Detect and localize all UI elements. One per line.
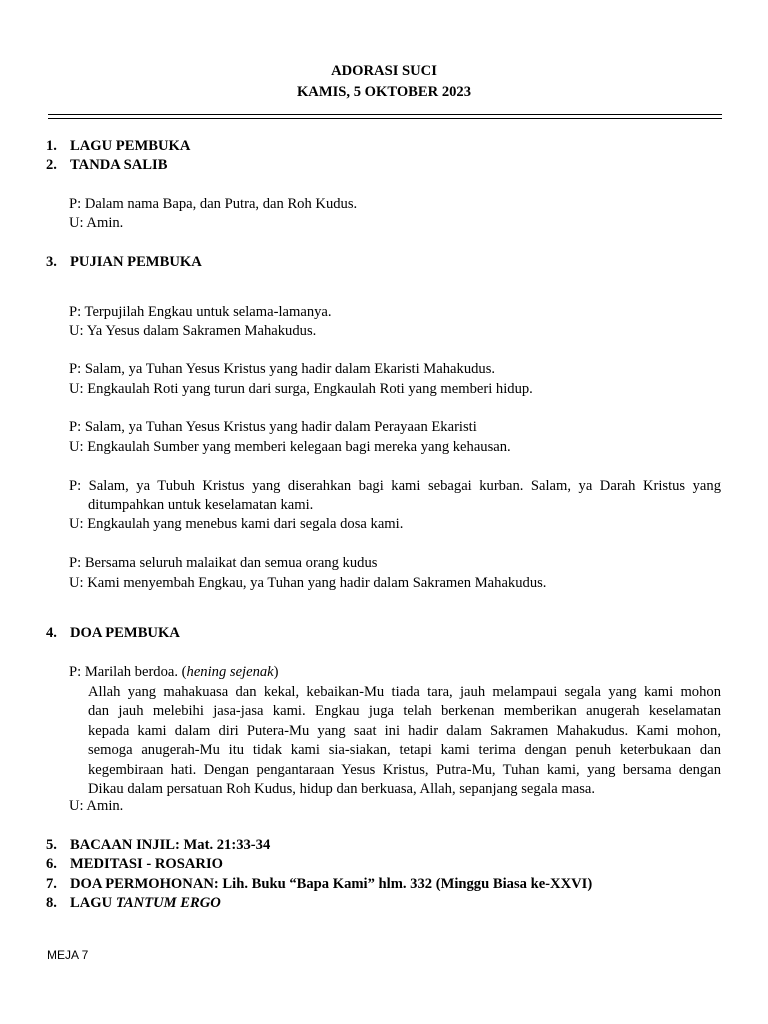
section-title: MEDITASI - ROSARIO <box>70 856 223 872</box>
response-line: U: Engkaulah Roti yang turun dari surga, Engkaulah Roti yang memberi hidup. <box>69 381 533 397</box>
section-heading-lagu-tantum-ergo <box>46 894 221 913</box>
response-line: U: Amin. <box>69 215 124 231</box>
section-heading-doa-permohonan <box>46 875 592 894</box>
leader-line <box>69 663 279 682</box>
table-label: MEJA 7 <box>47 948 89 962</box>
section-number: 8. <box>46 895 57 911</box>
rubric-italic: hening sejenak <box>186 664 274 680</box>
response-line: U: Ya Yesus dalam Sakramen Mahakudus. <box>69 323 317 339</box>
leader-line <box>69 477 721 496</box>
section-number: 5. <box>46 837 57 853</box>
leader-line: P: Salam, ya Tuhan Yesus Kristus yang hadir dalam Perayaan Ekaristi <box>69 419 477 435</box>
section-title: TANDA SALIB <box>70 157 168 173</box>
prayer-line: semoga anugerah-Mu itu tidak kami sia-siakan, tetapi kami terima dengan penuh keterbukaan dan <box>88 742 721 759</box>
section-number: 6. <box>46 856 57 872</box>
section-heading-meditasi <box>46 855 223 874</box>
section-heading-bacaan-injil <box>46 836 270 855</box>
leader-line-part: P: Salam, ya Tubuh Kristus yang diserahkan bagi kami sebagai kurban. Salam, ya Darah Kristus yang <box>69 478 721 494</box>
document-date: KAMIS, 5 OKTOBER 2023 <box>296 83 472 100</box>
prayer-paragraph <box>88 683 721 799</box>
section-number: 3. <box>46 254 57 270</box>
section-number: 2. <box>46 157 57 173</box>
response-line: U: Amin. <box>69 798 124 814</box>
prayer-line: Allah yang mahakuasa dan kekal, kebaikan-Mu tiada tara, jauh melampaui segala yang kami mohon <box>88 684 721 700</box>
leader-line-continuation: ditumpahkan untuk keselamatan kami. <box>88 497 314 513</box>
prayer-line: kegembiraan hati. Dengan pengantaraan Yesus Kristus, Putra-Mu, Tuhan kami, yang bersama dengan <box>88 761 721 778</box>
header-divider-bottom <box>48 118 722 119</box>
prayer-line: kepada kami dalam diri Putera-Mu yang saat ini hadir dalam Sakramen Mahakudus. Kami mohon, <box>88 722 721 739</box>
section-title: DOA PERMOHONAN: Lih. Buku “Bapa Kami” hlm. 332 (Minggu Biasa ke-XXVI) <box>70 876 593 892</box>
section-title: LAGU PEMBUKA <box>70 138 191 154</box>
leader-line-close: ) <box>273 664 279 680</box>
document-title: ADORASI SUCI <box>331 63 437 79</box>
leader-line: P: Bersama seluruh malaikat dan semua orang kudus <box>69 555 378 571</box>
section-number: 1. <box>46 138 57 154</box>
section-heading-pujian-pembuka <box>46 253 202 272</box>
response-line: U: Engkaulah Sumber yang memberi kelegaan bagi mereka yang kehausan. <box>69 439 511 455</box>
section-title: PUJIAN PEMBUKA <box>70 254 202 270</box>
section-title-italic: TANTUM ERGO <box>115 895 221 911</box>
section-title: LAGU <box>70 895 116 911</box>
leader-line: P: Dalam nama Bapa, dan Putra, dan Roh Kudus. <box>69 196 358 212</box>
document-header <box>0 61 768 102</box>
leader-line-intro: P: Marilah berdoa. ( <box>69 664 187 680</box>
response-line: U: Kami menyembah Engkau, ya Tuhan yang hadir dalam Sakramen Mahakudus. <box>69 575 547 591</box>
prayer-line: Dikau dalam persatuan Roh Kudus, hidup dan berkuasa, Allah, sepanjang segala masa. <box>88 781 595 798</box>
section-number: 7. <box>46 876 57 892</box>
response-line: U: Engkaulah yang menebus kami dari segala dosa kami. <box>69 516 404 532</box>
header-divider-top <box>48 114 722 115</box>
section-heading-tanda-salib <box>46 156 167 175</box>
leader-line: P: Terpujilah Engkau untuk selama-lamanya. <box>69 304 332 320</box>
section-heading-lagu-pembuka <box>46 137 190 156</box>
section-title: DOA PEMBUKA <box>70 625 180 641</box>
section-title: BACAAN INJIL: Mat. 21:33-34 <box>70 837 271 853</box>
prayer-line: dan jauh melebihi jasa-jasa kami. Engkau juga telah berkenan memberikan anugerah keselamatan <box>88 703 721 720</box>
leader-line: P: Salam, ya Tuhan Yesus Kristus yang hadir dalam Ekaristi Mahakudus. <box>69 361 496 377</box>
section-number: 4. <box>46 625 57 641</box>
section-heading-doa-pembuka <box>46 624 180 643</box>
